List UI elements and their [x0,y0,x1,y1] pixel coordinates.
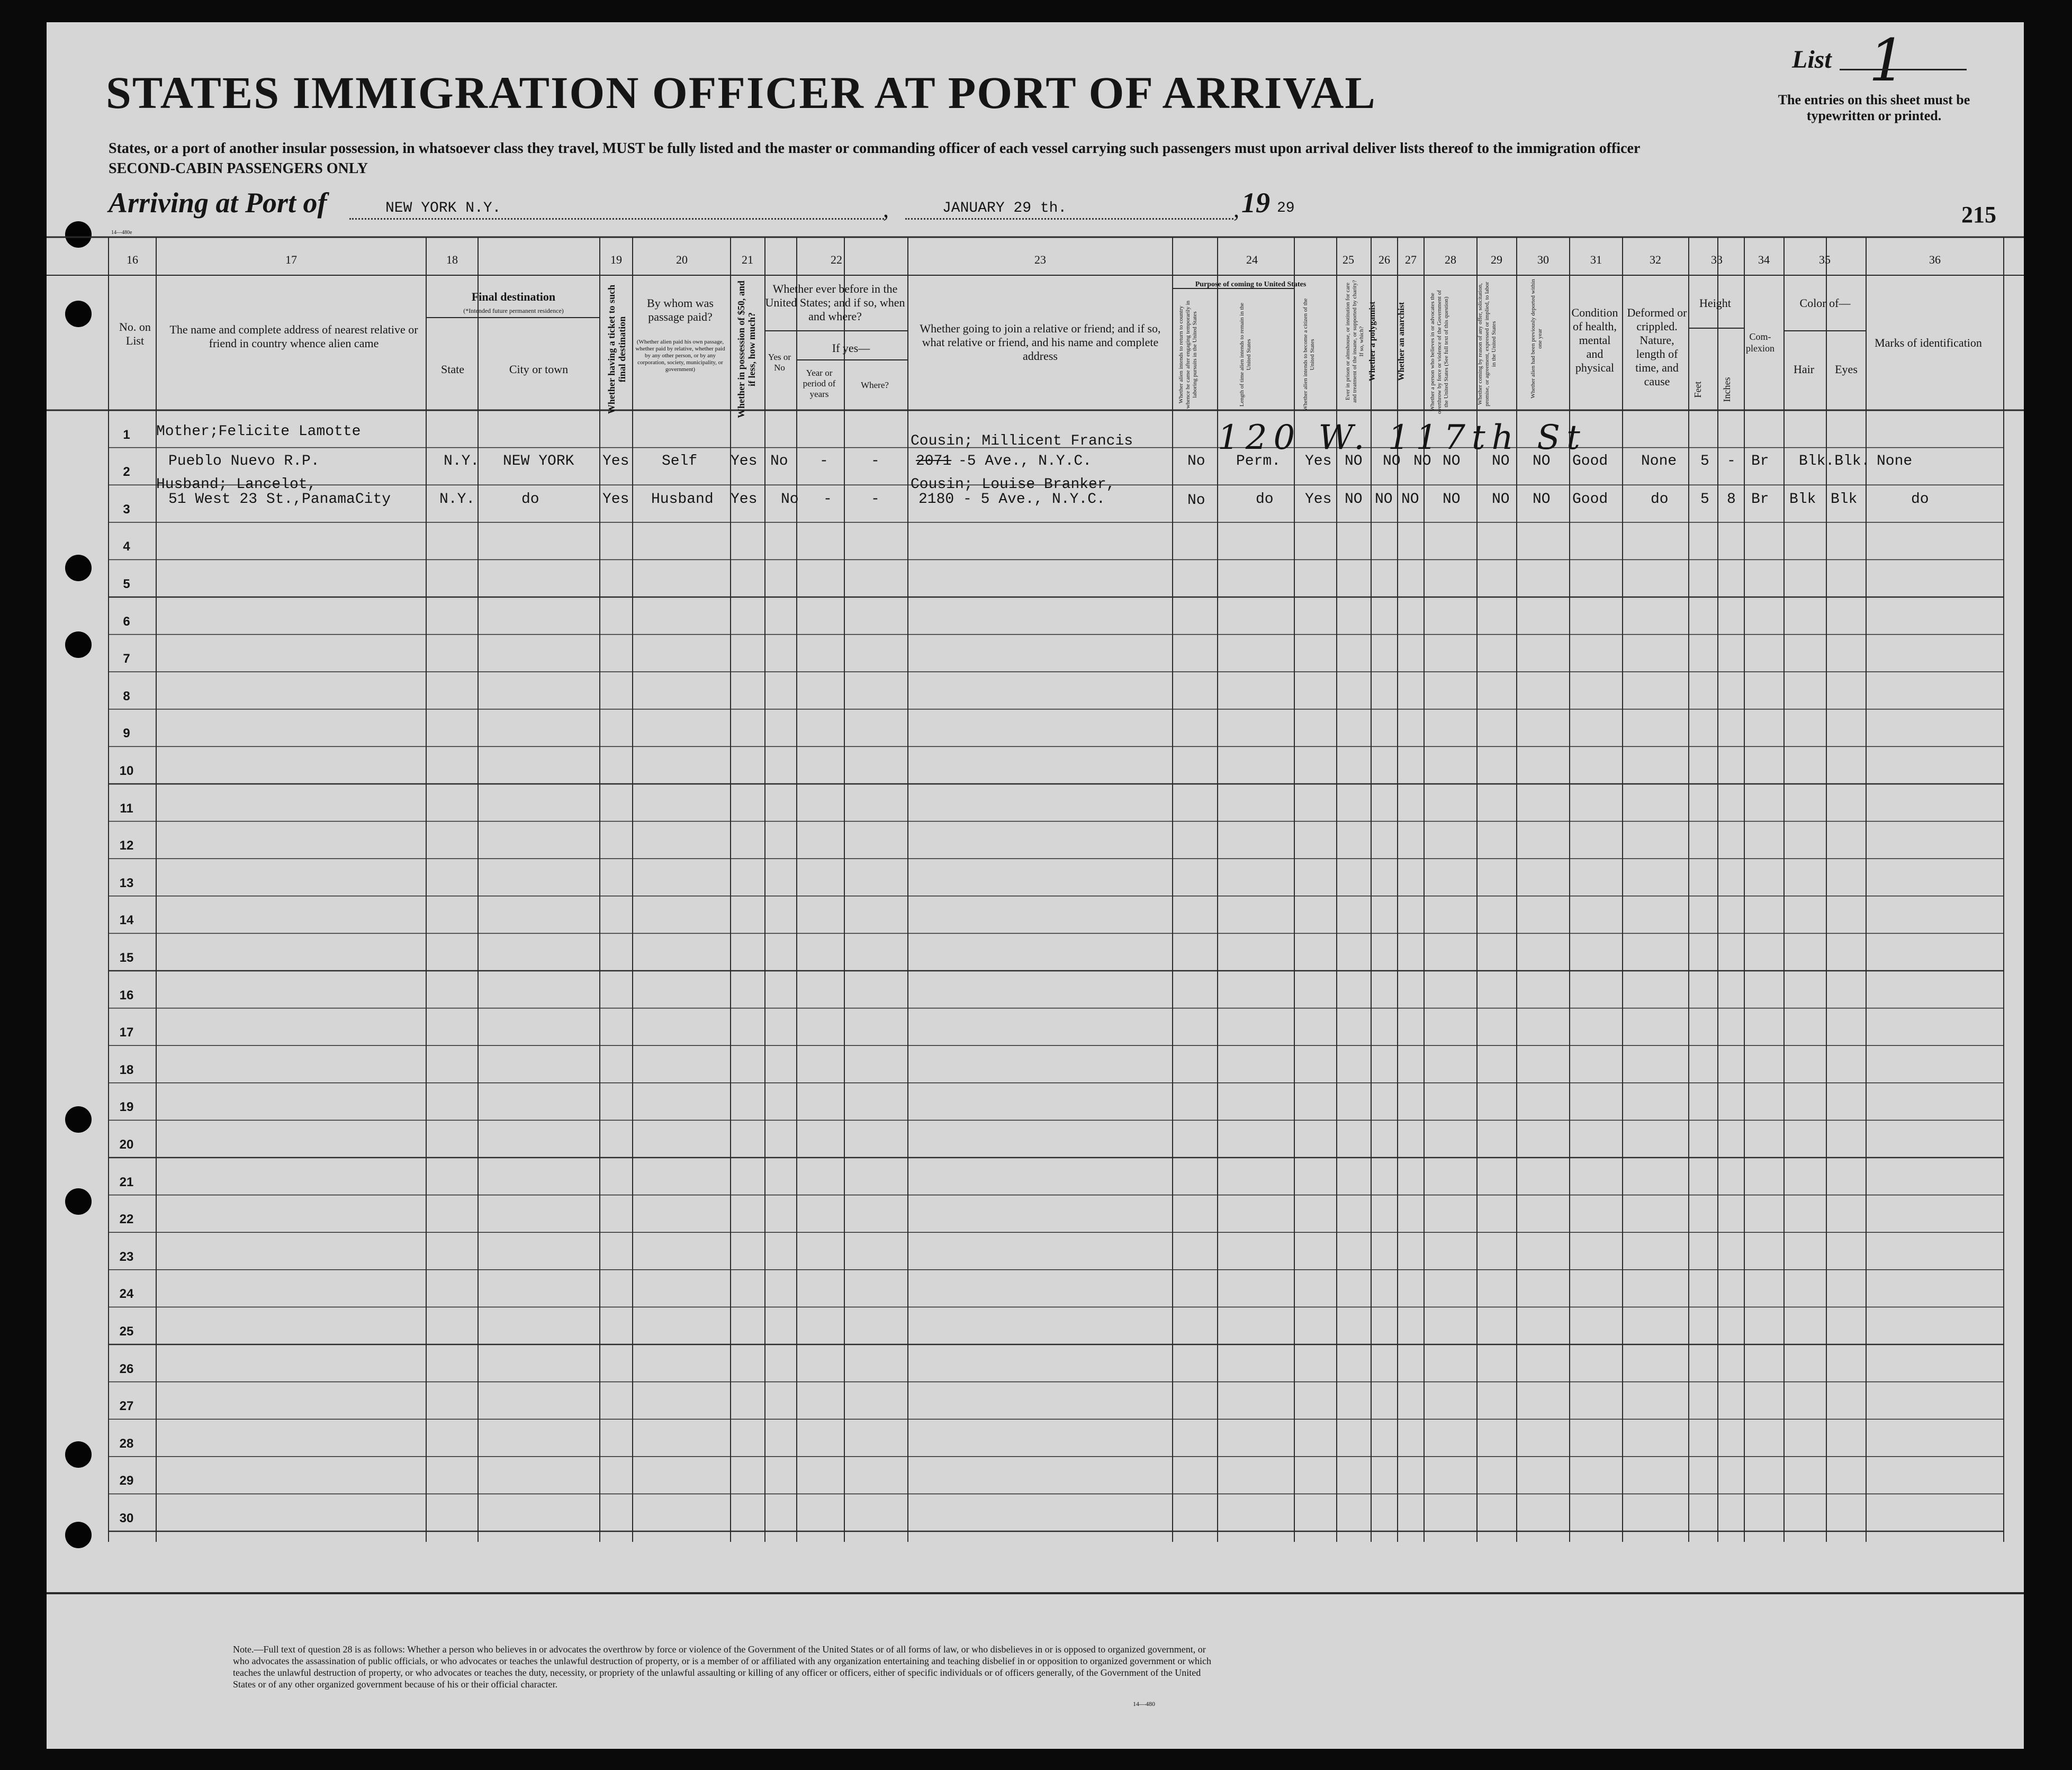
row-number: 29 [119,1474,134,1488]
row2-complexion: Br [1751,491,1769,508]
row1-fifty: Yes [731,453,758,469]
column-number: 36 [1929,253,1941,266]
row1-deformed: None [1641,453,1677,469]
port-value: NEW YORK N.Y. [385,200,501,216]
row2-join-line2: 2180 - 5 Ave., N.Y.C. [918,491,1105,508]
header-nearest-relative: The name and complete address of nearest relative or friend in country whence alien came [169,323,418,350]
row-number: 2 [123,465,130,480]
row-number: 8 [123,689,130,703]
row1-relative-line2: Pueblo Nuevo R.P. [168,453,320,469]
row2-length: do [1256,491,1274,508]
row2-polygamist: NO [1375,491,1393,508]
header-purpose: Purpose of coming to United States [1195,281,1307,288]
row1-hair-eyes: Blk.Blk. [1799,453,1870,469]
column-number: 26 [1379,253,1390,266]
row-number: 16 [119,988,134,1003]
header-year-period: Year or period of years [803,368,836,399]
column-number: 34 [1758,253,1770,266]
row2-deported: NO [1533,491,1551,508]
row-number: 10 [119,764,134,778]
row1-join-struck: 2071 [916,453,952,469]
column-number: 18 [446,253,458,266]
row1-citizen: Yes [1305,453,1332,469]
column-number: 27 [1405,253,1417,266]
row-number: 13 [119,875,134,890]
row2-feet: 5 [1700,491,1709,508]
row-number: 25 [119,1324,134,1339]
row-number: 20 [119,1137,134,1152]
header-where: Where? [861,380,889,390]
row2-year: - [823,491,832,508]
row-number: 6 [123,614,130,629]
row-number: 11 [120,801,133,816]
row-number: 24 [119,1287,134,1302]
header-passage-paid: By whom was passage paid? [647,296,714,323]
row1-inches: - [1727,453,1736,469]
header-no-on-list: No. on List [119,320,151,347]
row-number: 22 [119,1212,134,1227]
header-purpose-length: Length of time alien intends to remain in the United States [1239,302,1252,407]
header-purpose-return: Whether alien intends to return to country whence he came after engaging temporarily in laboring pursuits in the United States [1178,301,1198,409]
row2-state: N.Y. [439,491,475,508]
list-label: List [1792,46,1832,74]
row1-state: N.Y. [444,453,480,469]
row2-inches: 8 [1727,491,1736,508]
row2-where: - [871,491,880,508]
row-number: 14 [119,913,134,928]
arriving-label: Arriving at Port of [109,187,327,219]
header-polygamist: Whether a polygamist [1368,301,1377,382]
row1-marks: None [1877,453,1913,469]
header-if-yes: If yes— [832,341,870,355]
row-number: 3 [123,502,130,517]
row1-feet: 5 [1700,453,1709,469]
row-number: 21 [119,1175,134,1189]
row2-ticket: Yes [602,491,629,508]
column-number: 21 [742,253,753,266]
row2-overthrow: NO [1443,491,1461,508]
row2-relative-line2: 51 West 23 St.,PanamaCity [168,491,391,508]
column-number: 32 [1650,253,1661,266]
row1-overthrow: NO [1443,453,1461,469]
row2-return: No [1187,492,1205,509]
row2-ever-before: No [781,491,799,508]
column-number: 33 [1711,253,1723,266]
column-number: 17 [285,253,297,266]
row1-condition: Good [1572,453,1608,469]
column-number: 35 [1819,253,1831,266]
row1-ticket: Yes [602,453,629,469]
row-number: 12 [119,838,134,853]
header-ticket: Whether having a ticket to such final destination [606,284,627,414]
row1-join-line2: -5 Ave., N.Y.C. [958,453,1092,469]
page-title: STATES IMMIGRATION OFFICER AT PORT OF ARRIVAL [106,67,1376,118]
row1-where: - [871,453,880,469]
row-number: 23 [119,1249,134,1264]
row2-anarchist: NO [1401,491,1419,508]
row-number: 26 [119,1361,134,1376]
header-joining: Whether going to join a relative or friend; and if so, what relative or friend, and his name and complete address [920,322,1161,363]
row2-hair: Blk [1789,491,1816,508]
column-number: 25 [1343,253,1354,266]
row-number: 7 [123,652,130,666]
column-number: 29 [1491,253,1502,266]
row-number: 30 [119,1511,134,1525]
row2-deformed: do [1651,491,1669,508]
row1-relative-line1: Mother;Felicite Lamotte [156,423,361,440]
column-number: 30 [1537,253,1549,266]
row2-contract: NO [1492,491,1510,508]
intro-text: States, or a port of another insular possession, in whatsoever class they travel, MUST be fully listed and the master or commanding officer of each vessel carrying such passengers must upon arrival deliver lists thereof to the immigration officer [109,140,1641,157]
header-marks: Marks of identification [1875,336,1982,349]
row1-handwritten-address: 120 W. 117th St [1218,418,1587,457]
year-prefix: 19 [1241,187,1270,219]
header-deported: Whether alien had been previously deported within one year [1530,279,1543,399]
row1-polygamist: NO [1383,453,1401,469]
header-anarchist: Whether an anarchist [1397,302,1406,381]
row-number: 17 [119,1025,134,1040]
page-number: 215 [1961,202,1996,228]
row1-length: Perm. [1236,453,1281,469]
header-complexion: Com- plexion [1746,331,1774,354]
header-overthrow: Whether a person who believes in or advocates the overthrow by force or violence of the Government of the United States (See full text of this question) [1429,290,1449,414]
row2-condition: Good [1572,491,1608,508]
row1-contract: NO [1492,453,1510,469]
year-value: 29 [1277,200,1295,216]
header-condition: Condition of health, mental and physical [1571,306,1618,374]
header-fifty-dollars: Whether in possession of $50, and if less, how much? [736,281,757,418]
row1-return: No [1187,453,1205,469]
entries-note: The entries on this sheet must be typewritten or printed. [1778,92,1970,123]
header-passage-paid-sub: (Whether alien paid his own passage, whether paid by relative, whether paid by any other person, or by any corporation, society, municipality, or government) [635,339,725,373]
header-color-of: Color of— [1799,296,1851,310]
class-label: SECOND-CABIN PASSENGERS ONLY [109,160,368,177]
row-number: 5 [123,577,130,591]
list-number: 1 [1869,26,1906,94]
row1-prison: NO [1345,453,1363,469]
footer-note: Note.—Full text of question 28 is as follows: Whether a person who believes in or advocates the overthrow by force or violence of the Government of the United States or of all forms of law, or who disbelieves in or is opposed to organized government, or who advocates the assassination of public officials, or who advocates or teaches the unlawful destruction of property, or is a member of or affiliated with any organization entertaining and teaching disbelief in or opposition to organized government or which teaches the unlawful destruction of property, or who advocates or teaches the duty, necessity, or propriety of the unlawful assaulting or killing of any officer or officers, either of specific individuals or of officers generally, of the Government of the United States or of any other organized government because of his or their official character. [233,1644,1211,1690]
row2-paid-by: Husband [651,491,714,508]
row2-marks: do [1911,491,1929,508]
row2-city: do [521,491,539,508]
row-number: 28 [119,1436,134,1451]
column-number: 23 [1034,253,1046,266]
header-purpose-citizen: Whether alien intends to become a citizen of the United States [1302,298,1316,411]
header-city: City or town [509,363,569,376]
form-number: 14—480 [1133,1700,1155,1708]
header-hair: Hair [1793,363,1815,376]
header-contract: Whether coming by reason of any offer, solicitation, promise, or agreement, expressed or implied, to labor in the United States [1477,282,1497,407]
header-ever-before: Whether ever before in the United States; and if so, when and where? [765,282,905,323]
row1-ever-before: No [770,453,788,469]
column-number: 16 [127,253,138,266]
row2-fifty: Yes [731,491,758,508]
comma: , [883,196,889,222]
column-number: 20 [676,253,688,266]
column-number: 22 [831,253,842,266]
form-code: 14—480e [111,230,132,236]
row1-year: - [819,453,828,469]
row2-citizen: Yes [1305,491,1332,508]
header-eyes: Eyes [1835,363,1858,376]
row1-complexion: Br [1751,453,1769,469]
column-number: 28 [1445,253,1456,266]
date-value: JANUARY 29 th. [942,200,1067,216]
header-height: Height [1699,296,1731,310]
row1-city: NEW YORK [503,453,574,469]
row2-relative-line1: Husband; Lancelot, [156,476,317,493]
row1-deported: NO [1533,453,1551,469]
row-number: 4 [123,539,130,554]
row1-paid-by: Self [662,453,698,469]
column-number: 19 [610,253,622,266]
comma: , [1233,196,1239,222]
row-number: 18 [119,1062,134,1077]
header-feet: Feet [1692,381,1703,398]
header-final-destination-sub: (*Intended future permanent residence) [463,307,564,314]
header-deformed: Deformed or crippled. Nature, length of time, and cause [1627,306,1687,388]
column-number: 31 [1590,253,1602,266]
row-number: 27 [119,1399,134,1414]
row1-join-line1: Cousin; Millicent Francis [911,433,1133,449]
header-inches: Inches [1722,377,1732,402]
header-final-destination: Final destination [471,290,556,303]
row2-eyes: Blk [1831,491,1858,508]
row-number: 15 [119,951,134,965]
row2-join-line1: Cousin; Louise Branker, [911,476,1115,493]
row-number: 9 [123,726,130,741]
row1-anarchist: NO [1413,453,1431,469]
header-yes-no: Yes or No [768,352,791,373]
row-number: 19 [119,1100,134,1115]
header-prison: Ever in prison or almshouse, or institution for care and treatment of the insane, or supported by charity? If so, which? [1345,280,1365,403]
row2-prison: NO [1345,491,1363,508]
row-number: 1 [123,427,130,442]
header-state: State [441,363,464,376]
column-number: 24 [1246,253,1258,266]
